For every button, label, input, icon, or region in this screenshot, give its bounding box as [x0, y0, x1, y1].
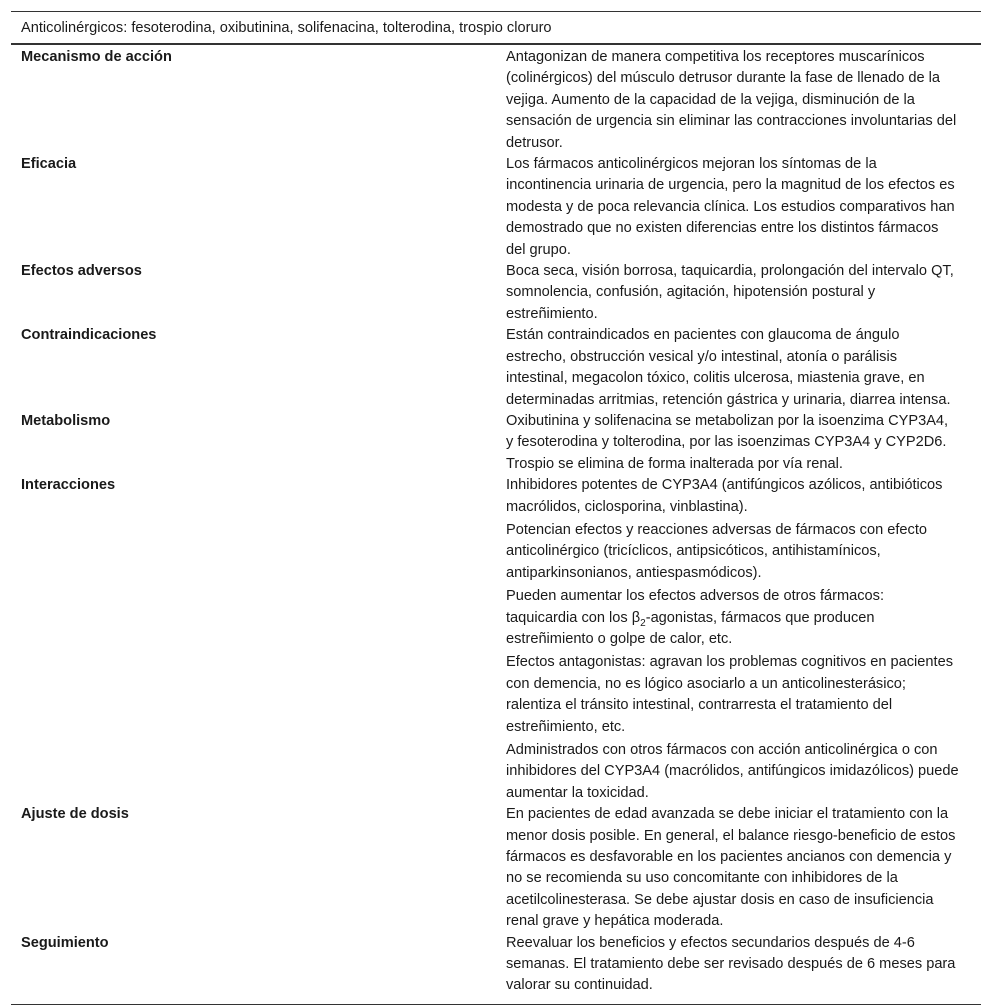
table-row-efectos-adversos	[11, 261, 981, 325]
row-label: Seguimiento	[11, 933, 496, 1005]
interaction-text-before: Pueden aumentar los efectos adversos de otros fármacos: taquicardia con los β	[506, 588, 885, 626]
table-row-mecanismo	[11, 44, 981, 154]
table-caption: Anticolinérgicos: fesoterodina, oxibutinina, solifenacina, tolterodina, trospio cloruro	[11, 12, 981, 45]
table-row-metabolismo	[11, 411, 981, 475]
table-row-eficacia	[11, 154, 981, 261]
row-label: Mecanismo de acción	[21, 49, 172, 65]
table-row-seguimiento	[11, 933, 981, 1005]
table-caption-row	[11, 12, 981, 45]
anticholinergics-table-wrapper	[11, 11, 981, 1005]
table-row-interacciones	[11, 475, 981, 804]
row-description: Antagonizan de manera competitiva los receptores muscarínicos (colinérgicos) del músculo detrusor durante la fase de llenado de la vejiga. Aumento de la capacidad de la vejiga, disminución de la sensación de urgencia sin eliminar las contracciones involuntarias del detrusor.	[506, 49, 957, 151]
row-label: Interacciones	[21, 477, 116, 494]
subscript-two: 2	[640, 617, 646, 629]
row-description: Los fármacos anticolinérgicos mejoran los síntomas de la incontinencia urinaria de urgencia, pero la magnitud de los efectos es modesta y de poca relevancia clínica. Los estudios comparativos han demostrado que no existen diferencias entre los distintos fármacos del grupo.	[506, 156, 955, 258]
row-description-list	[496, 475, 981, 804]
table-row-contraindicaciones	[11, 325, 981, 411]
row-label: Metabolismo	[21, 412, 111, 429]
table-row-ajuste-dosis	[11, 804, 981, 932]
row-description: Oxibutinina y solifenacina se metabolizan por la isoenzima CYP3A4, y fesoterodina y tolterodina, por las isoenzimas CYP3A4 y CYP2D6. Trospio se elimina de forma inalterada por vía renal.	[506, 412, 949, 472]
row-description: En pacientes de edad avanzada se debe iniciar el tratamiento con la menor dosis posible. En general, el balance riesgo-beneficio de estos fármacos es desfavorable en los pacientes ancianos con demencia y no se recomienda su uso concomitante con inhibidores de la acetilcolinesterasa. Se debe ajustar dosis en caso de insuficiencia renal grave y hepática moderada.	[506, 806, 956, 930]
row-label: Eficacia	[21, 156, 77, 173]
interaction-item: Efectos antagonistas: agravan los problemas cognitivos en pacientes con demencia, no es lógico asociarlo a un anticolinesterásico; ralentiza el tránsito intestinal, contrarresta el tratamiento del estreñimiento, etc.	[506, 654, 953, 735]
interaction-item: Administrados con otros fármacos con acción anticolinérgica o con inhibidores del CYP3A4 (macrólidos, antifúngicos imidazólicos) puede aumentar la toxicidad.	[506, 742, 959, 801]
interaction-item: Inhibidores potentes de CYP3A4 (antifúngicos azólicos, antibióticos macrólidos, ciclosporina, vinblastina).	[506, 477, 943, 515]
interaction-item	[506, 586, 959, 650]
row-description: Reevaluar los beneficios y efectos secundarios después de 4-6 semanas. El tratamiento debe ser revisado después de 6 meses para valorar su continuidad.	[496, 933, 981, 1005]
interaction-text-after: -agonistas, fármacos que producen estreñimiento o golpe de calor, etc.	[506, 609, 875, 647]
anticholinergics-table	[11, 11, 981, 1005]
row-label: Ajuste de dosis	[21, 806, 129, 823]
row-description: Están contraindicados en pacientes con glaucoma de ángulo estrecho, obstrucción vesical y/o intestinal, atonía o parálisis intestinal, megacolon tóxico, colitis ulcerosa, miastenia grave, en determinadas arritmias, retención gástrica y urinaria, diarrea intensa.	[506, 327, 951, 408]
interaction-item: Potencian efectos y reacciones adversas de fármacos con efecto anticolinérgico (tricíclicos, antipsicóticos, antihistamínicos, antiparkinsonianos, antiespasmódicos).	[506, 521, 928, 581]
row-label: Contraindicaciones	[21, 327, 157, 344]
row-description: Boca seca, visión borrosa, taquicardia, prolongación del intervalo QT, somnolencia, confusión, agitación, hipotensión postural y estreñimiento.	[506, 263, 954, 322]
row-label: Efectos adversos	[21, 263, 142, 280]
